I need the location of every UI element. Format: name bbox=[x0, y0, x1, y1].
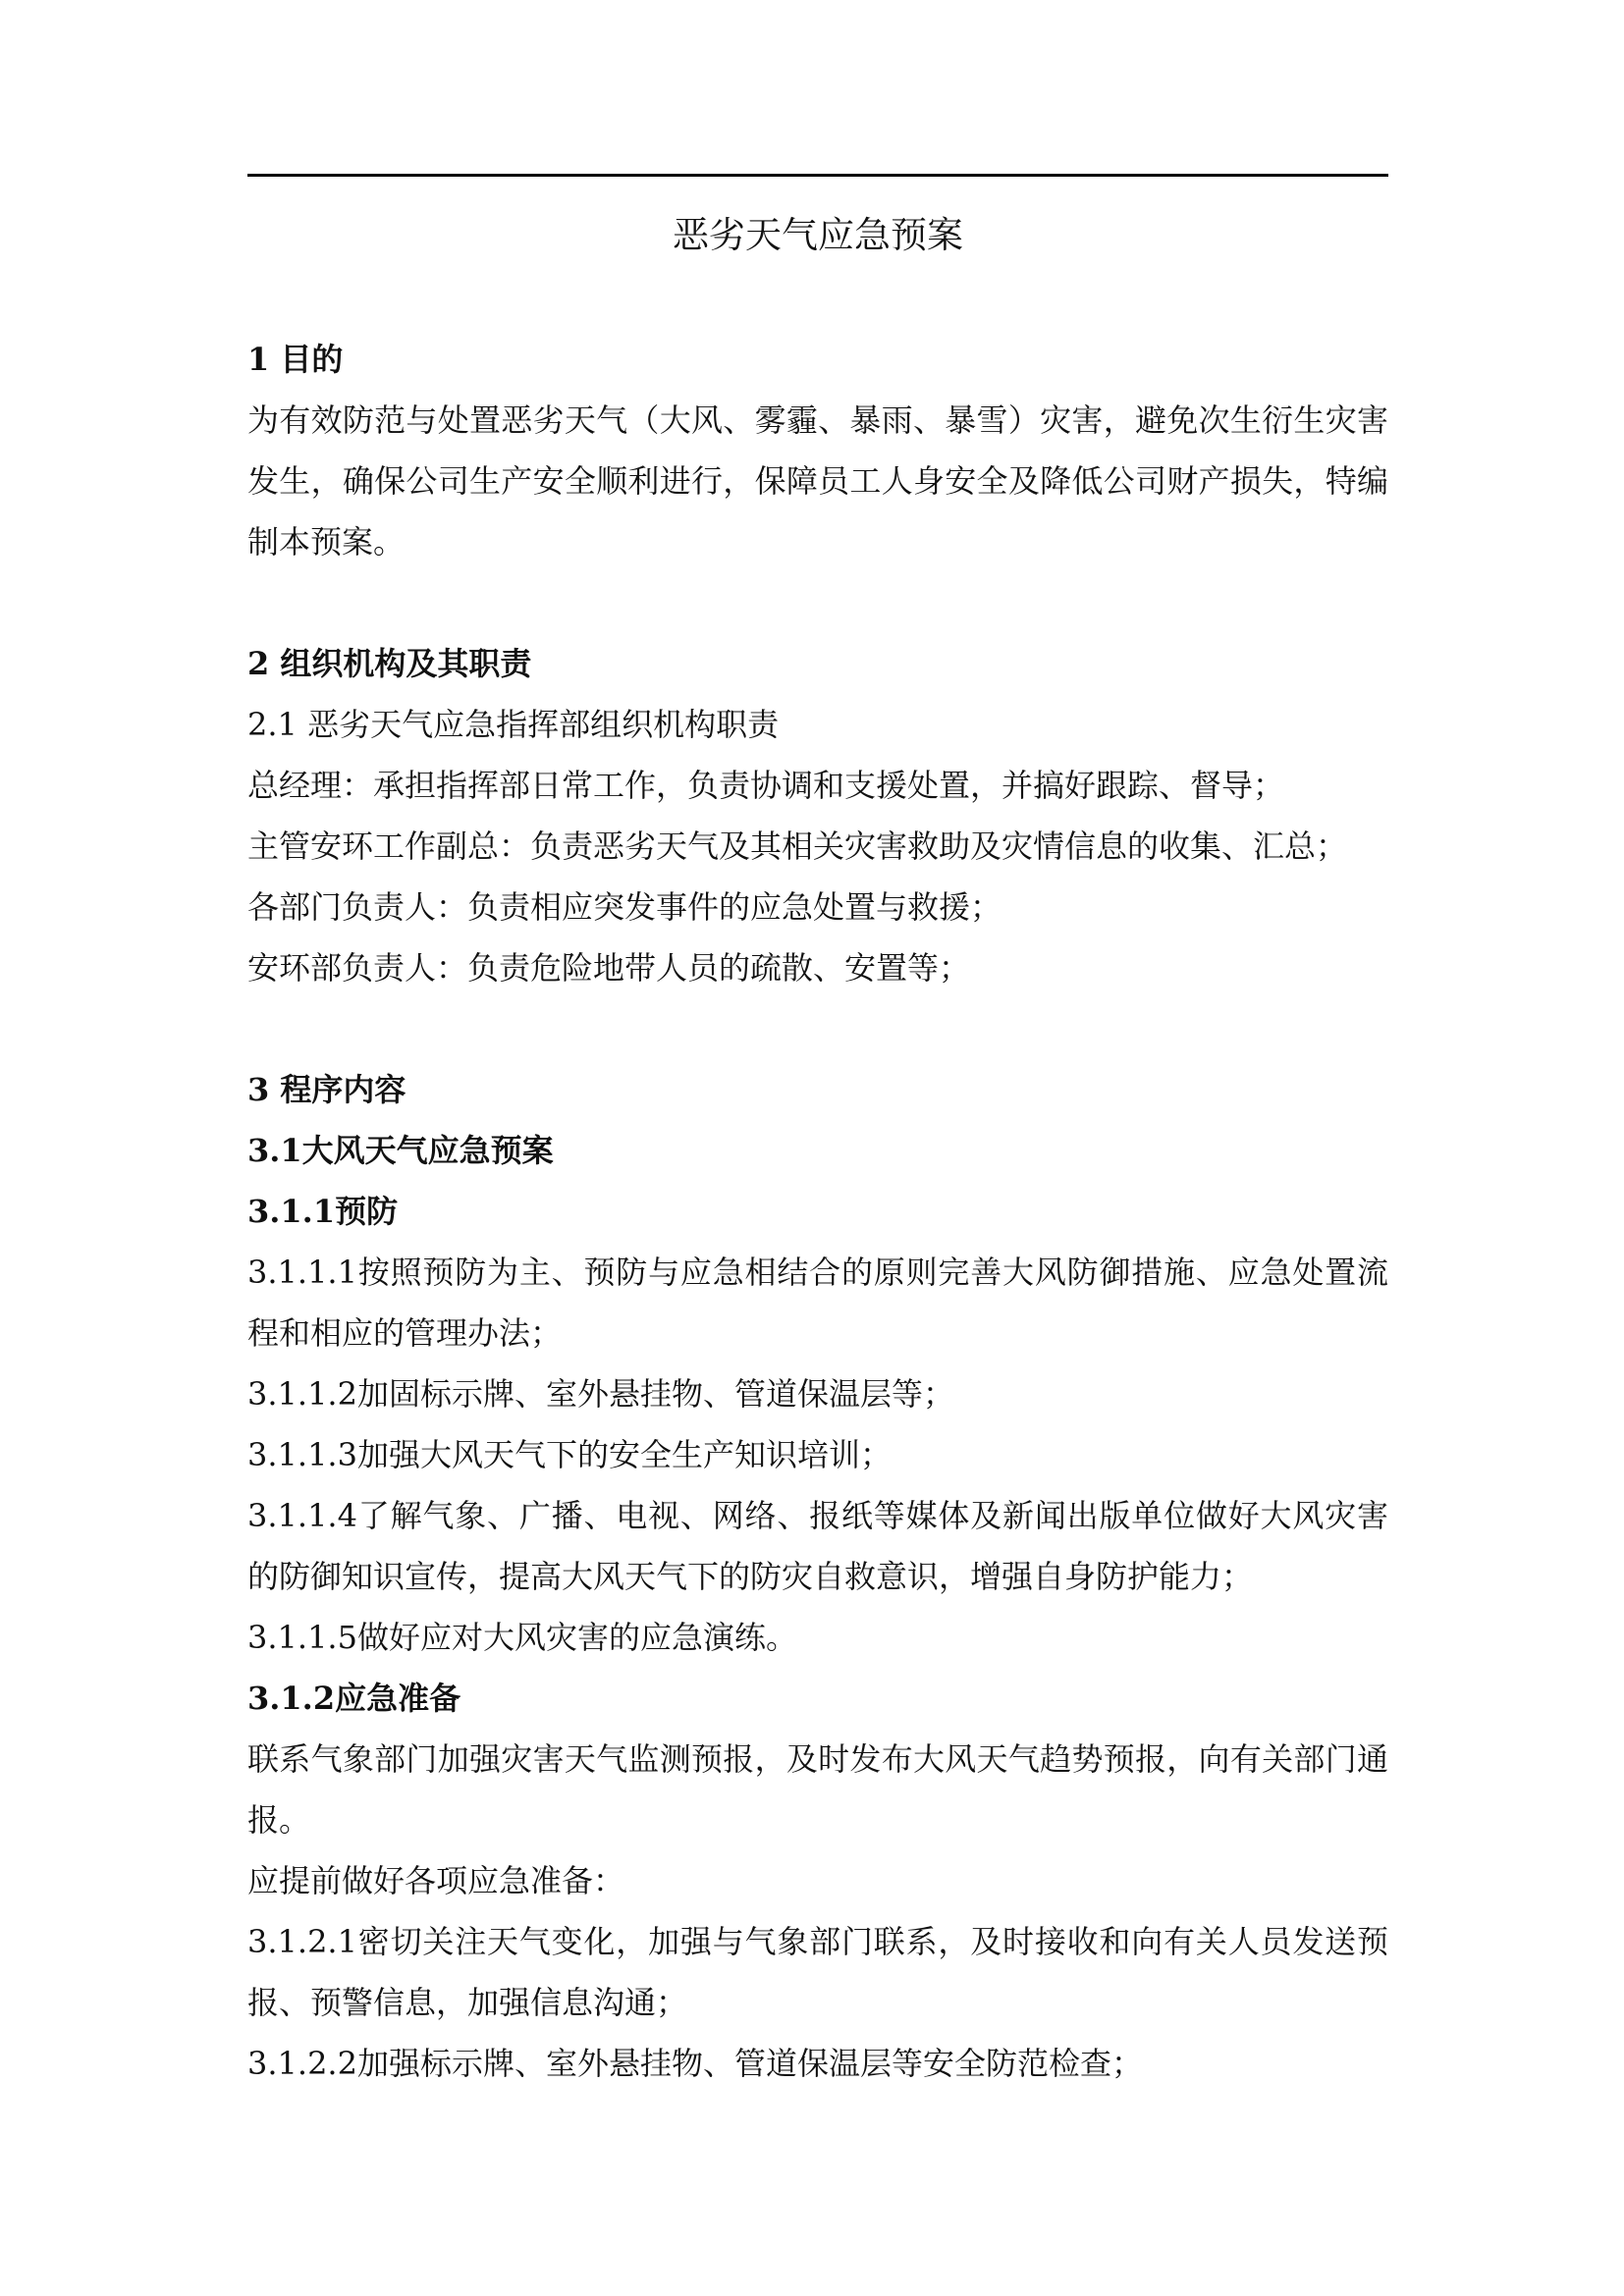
section-3-1-2-heading: 3.1.2应急准备 bbox=[247, 1680, 461, 1717]
item-3-1-2-2: 3.1.2.2加强标示牌、室外悬挂物、管道保温层等安全防范检查； bbox=[247, 2045, 1143, 2082]
section-1-paragraph: 为有效防范与处置恶劣天气（大风、雾霾、暴雨、暴雪）灾害，避免次生衍生灾害发生，确保公司生产安全顺利进行，保障员工人身安全及降低公司财产损失，特编制本预案。 bbox=[247, 401, 1388, 561]
section-3-1-heading: 3.1大风天气应急预案 bbox=[247, 1132, 554, 1169]
duty-safety-dept-head: 安环部负责人：负责危险地带人员的疏散、安置等； bbox=[247, 949, 971, 987]
section-1-heading: 1 目的 bbox=[247, 341, 344, 378]
item-3-1-1-3: 3.1.1.3加强大风天气下的安全生产知识培训； bbox=[247, 1436, 892, 1473]
section-3-heading: 3 程序内容 bbox=[247, 1071, 406, 1108]
section-2-1-heading: 2.1 恶劣天气应急指挥部组织机构职责 bbox=[247, 706, 780, 743]
section-3-1-1-heading: 3.1.1预防 bbox=[247, 1193, 399, 1230]
duty-department-heads: 各部门负责人：负责相应突发事件的应急处置与救援； bbox=[247, 888, 1002, 926]
item-3-1-2-1: 3.1.2.1密切关注天气变化，加强与气象部门联系，及时接收和向有关人员发送预报、预警信息，加强信息沟通； bbox=[247, 1923, 1388, 2021]
header-rule bbox=[247, 174, 1388, 177]
section-2-heading: 2 组织机构及其职责 bbox=[247, 645, 532, 682]
paragraph-3-1-2-intro: 联系气象部门加强灾害天气监测预报，及时发布大风天气趋势预报，向有关部门通报。 bbox=[247, 1740, 1388, 1839]
document-body bbox=[247, 329, 1388, 2094]
item-3-1-1-2: 3.1.1.2加固标示牌、室外悬挂物、管道保温层等； bbox=[247, 1375, 954, 1413]
item-3-1-1-5: 3.1.1.5做好应对大风灾害的应急演练。 bbox=[247, 1619, 797, 1656]
duty-general-manager: 总经理：承担指挥部日常工作，负责协调和支援处置，并搞好跟踪、督导； bbox=[247, 767, 1285, 804]
spacer bbox=[247, 572, 1388, 633]
spacer bbox=[247, 998, 1388, 1059]
document-title: 恶劣天气应急预案 bbox=[673, 214, 963, 256]
duty-deputy: 主管安环工作副总：负责恶劣天气及其相关灾害救助及灾情信息的收集、汇总； bbox=[247, 828, 1348, 865]
item-3-1-1-4: 3.1.1.4了解气象、广播、电视、网络、报纸等媒体及新闻出版单位做好大风灾害的防御知识宣传，提高大风天气下的防灾自救意识，增强自身防护能力； bbox=[247, 1497, 1388, 1595]
paragraph-3-1-2-prepare: 应提前做好各项应急准备： bbox=[247, 1862, 625, 1899]
item-3-1-1-1: 3.1.1.1按照预防为主、预防与应急相结合的原则完善大风防御措施、应急处置流程和相应的管理办法； bbox=[247, 1254, 1388, 1352]
